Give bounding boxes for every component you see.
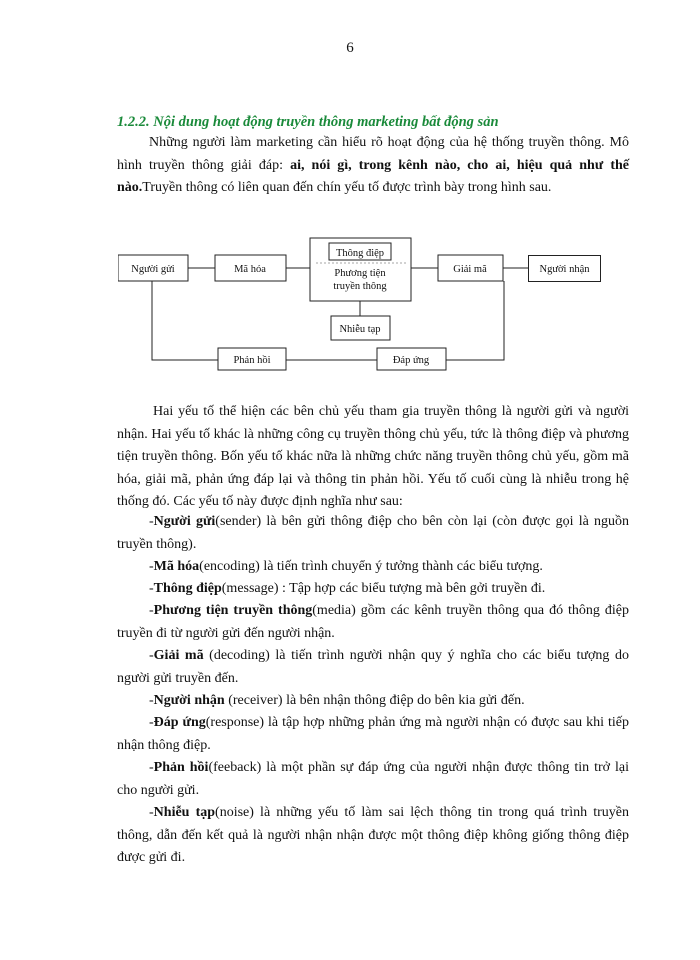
definition-item [117,600,629,645]
definition-prefix: - [149,760,154,775]
response-label: Đáp ứng [392,355,430,366]
definition-prefix: - [149,559,154,574]
definition-item [117,578,629,601]
definition-term: Nhiễu tạp [153,805,216,820]
section-heading: 1.2.2. Nội dung hoạt động truyền thông marketing bất động sản [117,114,499,130]
intro-paragraph [117,132,629,200]
intro-text-1: Những người làm marketing cần hiểu rõ hoạt động của hệ thống truyền thông. Mô hình truyền thông giải đáp: [117,135,629,173]
definition-term: Người gửi [153,514,216,529]
message-media-box [310,238,411,301]
definition-item [117,511,629,556]
definition-text: (sender) là bên gửi thông điệp cho bên còn lại (còn được gọi là nguồn truyền thông). [117,514,630,552]
definition-term: Mã hóa [153,559,200,574]
definition-prefix: - [149,693,154,708]
receiver-label: Người nhận [539,264,590,275]
receiver-box-svg [528,255,602,283]
definition-term: Giải mã [153,648,204,663]
definition-prefix: - [149,603,154,618]
media-label-line1: Phương tiện [334,268,386,279]
definition-text: (media) gồm các kênh truyền thông qua đó thông điệp truyền đi từ người gửi đến người nhận. [117,603,629,641]
definition-text: (message) : Tập hợp các biểu tượng mà bên gởi truyền đi. [221,581,546,596]
definition-term: Phản hồi [153,760,209,775]
sender-box [118,255,188,281]
media-label-line2: truyền thông [333,281,387,292]
definition-text: (decoding) là tiến trình người nhận quy ý nghĩa cho các biểu tượng do người gửi truyền đến. [117,648,629,686]
feedback-label: Phản hồi [233,355,271,366]
definition-term: Người nhận [153,693,225,708]
definition-text: (response) là tập hợp những phản ứng mà người nhận có được sau khi tiếp nhận thông điệp. [117,715,629,753]
paragraph-elements-overview: Hai yếu tố thể hiện các bên chủ yếu tham gia truyền thông là người gửi và người nhận. Hai yếu tố khác là những công cụ truyền thông chủ yếu, tức là thông điệp và phương tiện truyền thông. Bốn yếu tố khác nữa là những chức năng truyền thông chủ yếu, gồm mã hóa, giải mã, phản ứng đáp lại và thông tin phản hồi. Yếu tố cuối cùng là nhiễu trong hệ thống đó. Các yếu tố này được định nghĩa như sau: [117,404,629,509]
definition-item [117,556,629,579]
definition-prefix: - [149,715,154,730]
sender-label: Người gửi [131,264,175,275]
feedback-box [218,348,286,370]
decoding-label: Giải mã [453,264,487,275]
page-number: 6 [346,40,354,56]
definition-item [117,802,629,870]
message-label: Thông điệp [335,248,385,259]
definition-prefix: - [149,805,154,820]
definition-item [117,690,629,713]
response-box [377,348,446,370]
definition-prefix: - [149,648,154,663]
definition-term: Phương tiện truyền thông [153,603,313,618]
intro-text-2: Truyền thông có liên quan đến chín yếu tố được trình bày trong hình sau. [142,180,552,195]
definition-item [117,645,629,690]
definition-text: (noise) là những yếu tố làm sai lệch thông tin trong quá trình truyền thông, dẫn đến kết quả là người nhận nhận được một thông điệp không giống thông điệp được gửi đi. [117,805,629,865]
definition-prefix: - [149,514,154,529]
definition-text: (encoding) là tiến trình chuyển ý tưởng thành các biểu tượng. [199,559,543,574]
definition-item [117,757,629,802]
definition-term: Đáp ứng [153,715,206,730]
noise-label: Nhiễu tạp [339,324,381,335]
encoding-label: Mã hóa [234,264,266,275]
noise-box [331,316,390,340]
definition-prefix: - [149,581,154,596]
definition-term: Thông điệp [153,581,222,596]
intro-bold-questions: ai, nói gì, trong kênh nào, cho ai, hiệu quả như thế nào. [117,157,629,195]
encoding-box [215,255,286,281]
definition-text: (receiver) là bên nhận thông điệp do bên kia gửi đến. [224,693,525,708]
decoding-box [438,255,503,281]
definition-text: (feeback) là một phần sự đáp ứng của người nhận được thông tin trở lại cho người gửi. [117,760,629,798]
communication-model-diagram [118,232,528,377]
definition-item [117,712,629,757]
